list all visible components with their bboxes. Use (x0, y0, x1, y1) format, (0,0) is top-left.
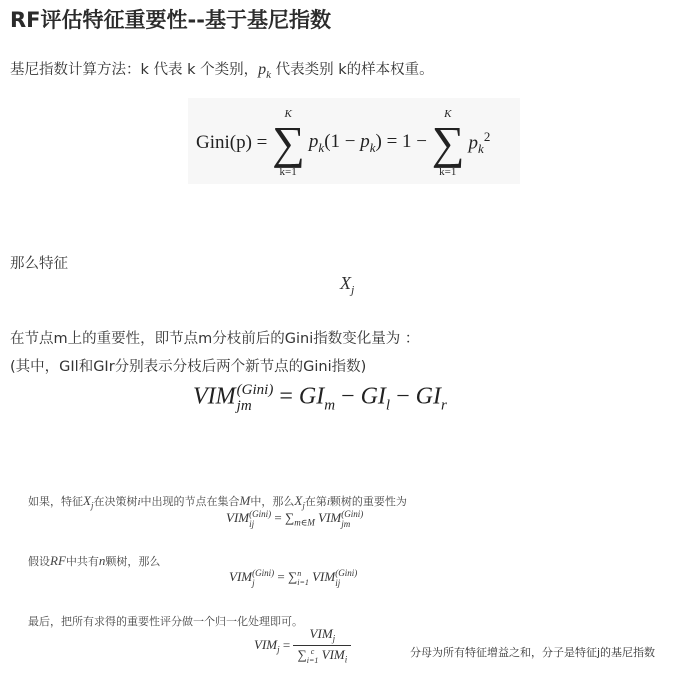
note-rf-trees: 假设RF中共有n颗树，那么 (28, 553, 161, 568)
formula-forest-importance: VIM (Gini) j = ∑ n i=1 VIM (Gini) ij (229, 568, 358, 588)
sum-symbol-2: K ∑ k=1 (431, 108, 465, 178)
note-normalize: 最后，把所有求得的重要性评分做一个归一化处理即可。 (28, 615, 303, 628)
gini-formula: Gini(p) = K ∑ k=1 $p_k(1 - p_k) = 1$ − K ∑ k=1 $p_k^2$ (196, 108, 491, 178)
vim-equation: VIM (Gini) jm = $GI_m - GI_l - GI_r$ (193, 382, 447, 414)
note-denominator: 分母为所有特征增益之和，分子是特征j的基尼指数 (410, 646, 656, 659)
intro-prefix: 基尼指数计算方法：k 代表 k 个类别， (10, 62, 259, 78)
note-decision-tree: 如果，特征$X_j$在决策树i中出现的节点在集合M中，那么$X_j$在第i颗树的重要性为 (28, 493, 407, 511)
line-feature: 那么特征 (10, 256, 68, 272)
pk-symbol: $p_k$ (258, 61, 272, 82)
line-gil-gir: (其中，GIl和GIr分别表示分枝后两个新节点的Gini指数) (10, 359, 367, 375)
formula-normalized: $VIM_j$ = $VIM_j$ ∑ c i=1 $VIM_i$ (254, 626, 351, 665)
xj-symbol: $X_j$ (340, 273, 355, 297)
intro-suffix: 代表类别 k的样本权重。 (271, 62, 434, 78)
page-title: RF评估特征重要性--基于基尼指数 (10, 8, 331, 32)
normalized-fraction: $VIM_j$ ∑ c i=1 $VIM_i$ (293, 626, 351, 665)
intro-text (10, 58, 434, 81)
sum-symbol: K ∑ k=1 (272, 108, 305, 178)
line-node-importance: 在节点m上的重要性，即节点m分枝前后的Gini指数变化量为 ： (10, 331, 420, 347)
formula-tree-importance: VIM (Gini) ij = $\sum_{m\in M}$ VIM (Gini) jm (226, 509, 364, 529)
